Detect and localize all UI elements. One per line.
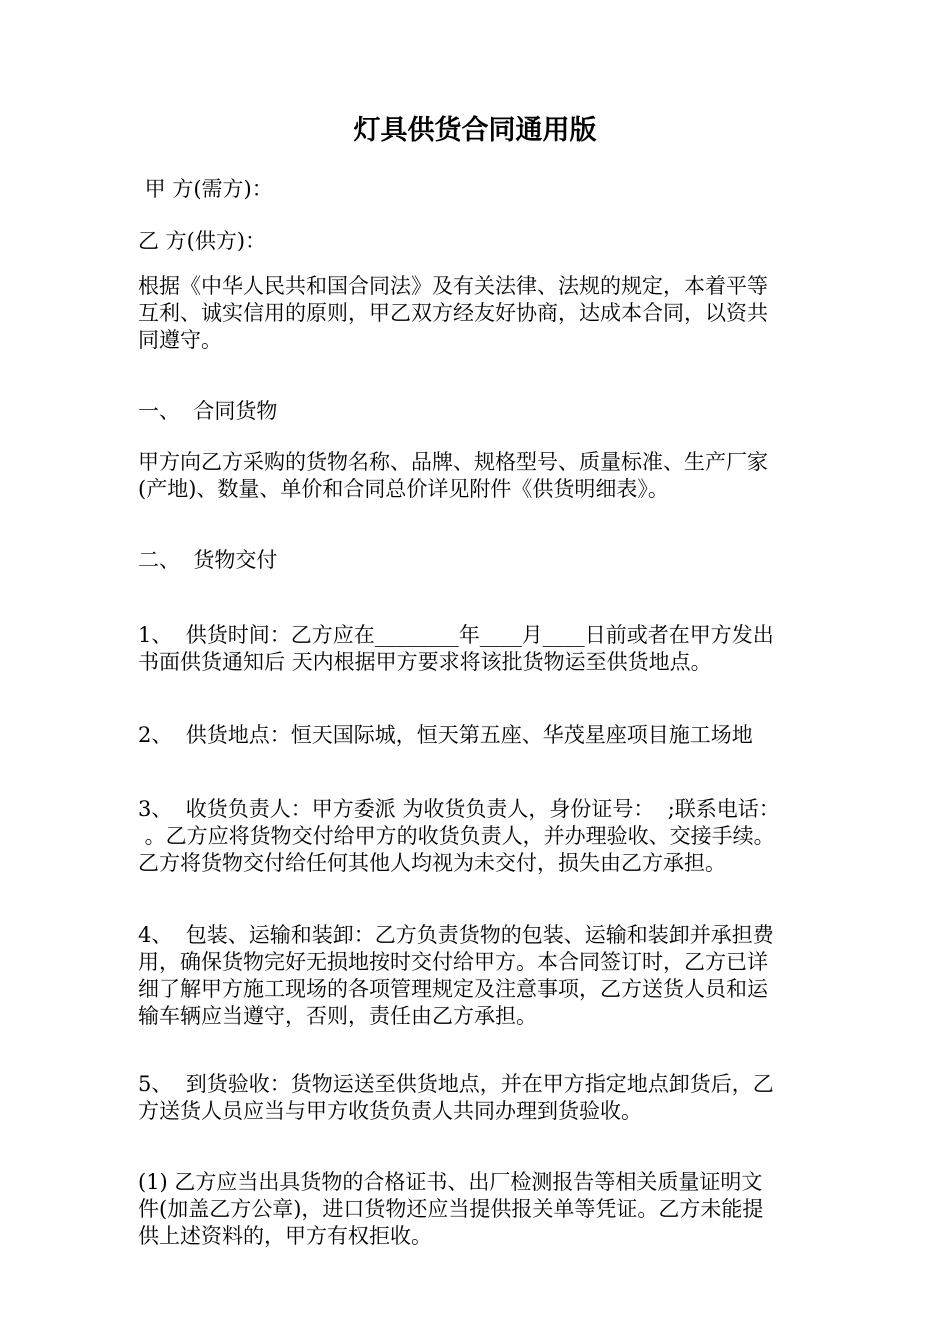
party-a-line [138,176,828,203]
item5-1-paragraph [138,1169,828,1250]
section1-line: (产地)、数量、单价和合同总价详见附件《供货明细表》。 [138,477,669,501]
item2-line: 2、 供货地点：恒天国际城，恒天第五座、华茂星座项目施工场地 [138,723,753,747]
item1-line: 书面供货通知后 天内根据甲方要求将该批货物运至供货地点。 [138,650,712,674]
item3-paragraph [138,796,828,877]
section2-heading [138,547,828,574]
preamble-line: 互利、诚实信用的原则，甲乙双方经友好协商，达成本合同，以资共 [138,301,768,325]
preamble-line: 根据《中华人民共和国合同法》及有关法律、法规的规定，本着平等 [138,274,768,298]
document-title: 灯具供货合同通用版 [353,115,597,146]
item2-paragraph [138,722,828,749]
item4-line: 输车辆应当遵守，否则，责任由乙方承担。 [138,1004,537,1028]
item4-line: 4、 包装、运输和装卸：乙方负责货物的包装、运输和装卸并承担费 [138,923,774,947]
preamble-line: 同遵守。 [138,328,222,352]
item5-line: 5、 到货验收：货物运送至供货地点，并在甲方指定地点卸货后，乙 [138,1072,774,1096]
item5-line: 方送货人员应当与甲方收货负责人共同办理到货验收。 [138,1099,642,1123]
section1-line: 甲方向乙方采购的货物名称、品牌、规格型号、质量标准、生产厂家 [138,450,768,474]
section-heading-text: 二、 货物交付 [138,548,278,572]
item4-line: 细了解甲方施工现场的各项管理规定及注意事项，乙方送货人员和运 [138,977,768,1001]
party-a-label: 甲 方(需方)： [138,177,273,201]
item5-paragraph [138,1071,828,1125]
section1-heading [138,398,828,425]
section1-paragraph [138,449,828,503]
item3-line: 乙方将货物交付给任何其他人均视为未交付，损失由乙方承担。 [138,851,726,875]
item4-line: 用，确保货物完好无损地按时交付给甲方。本合同签订时，乙方已详 [138,950,768,974]
item3-line: 。乙方应将货物交付给甲方的收货负责人，并办理验收、交接手续。 [138,824,775,848]
party-b-line [138,228,828,255]
item1-line: 1、 供货时间：乙方应在________年____月____日前或者在甲方发出 [138,623,774,647]
item3-line: 3、 收货负责人：甲方委派 为收货负责人，身份证号： ;联系电话： [138,797,780,821]
item1-paragraph [138,622,828,676]
section-heading-text: 一、 合同货物 [138,399,278,423]
party-b-label: 乙 方(供方)： [138,229,267,253]
item5-1-line: 件(加盖乙方公章)，进口货物还应当提供报关单等凭证。乙方未能提 [138,1197,764,1221]
item4-paragraph [138,922,828,1030]
preamble-paragraph [138,273,828,354]
item5-1-line: 供上述资料的，甲方有权拒收。 [138,1224,432,1248]
item5-1-line: (1) 乙方应当出具货物的合格证书、出厂检测报告等相关质量证明文 [138,1170,763,1194]
